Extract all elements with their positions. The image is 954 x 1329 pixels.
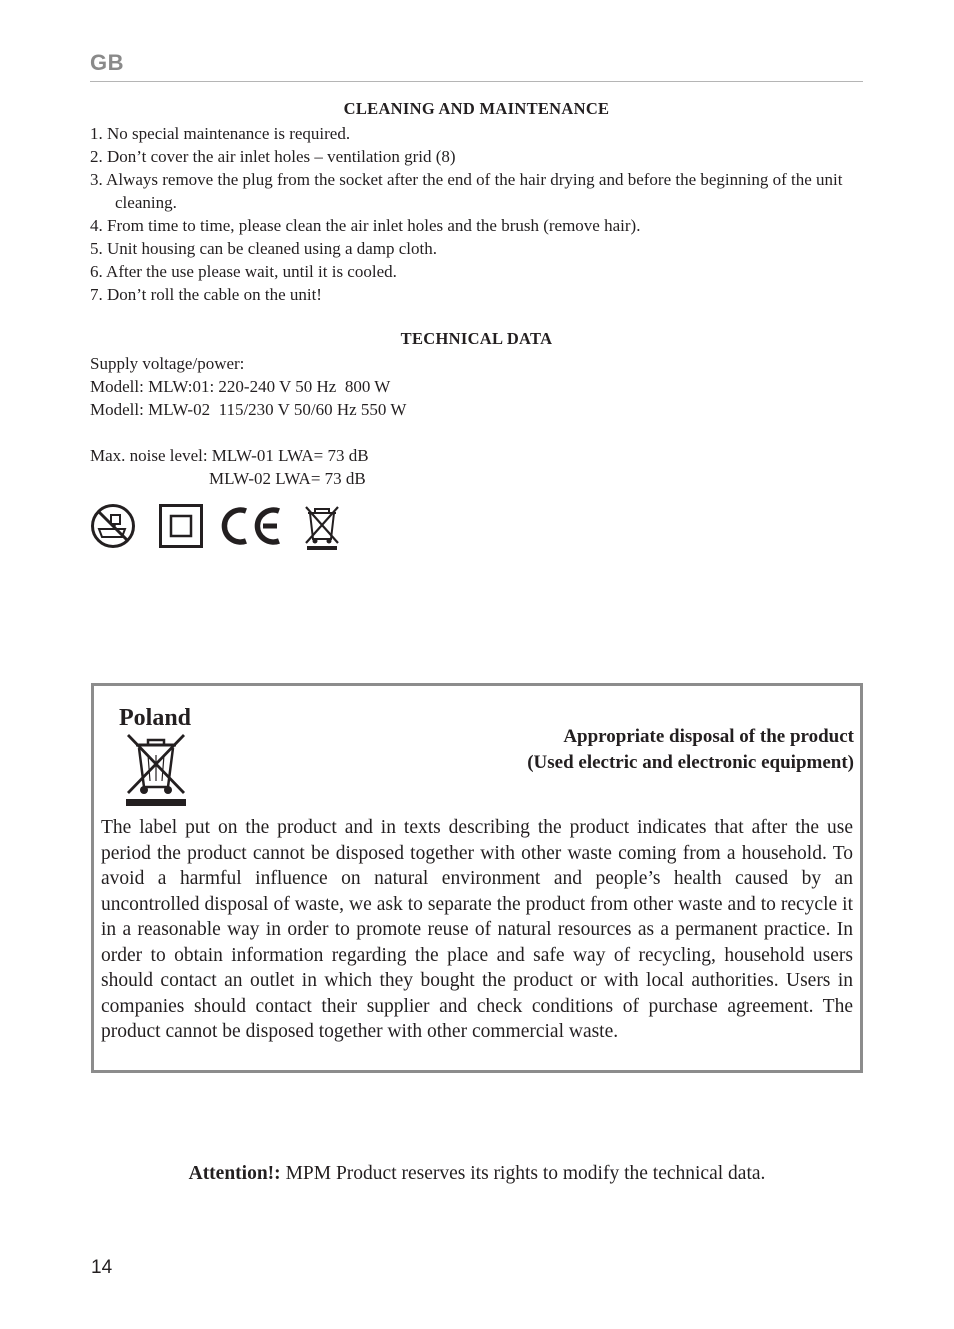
attention-label: Attention!: <box>188 1163 281 1184</box>
technical-line: Supply voltage/power: <box>90 354 245 373</box>
disposal-title-line: (Used electric and electronic equipment) <box>527 752 854 773</box>
disposal-notice <box>91 683 863 1073</box>
country-label: Poland <box>119 705 192 731</box>
disposal-title-line: Appropriate disposal of the product <box>563 726 854 747</box>
attention-text: MPM Product reserves its rights to modify the technical data. <box>280 1163 766 1184</box>
weee-bin-icon <box>302 503 342 551</box>
crossed-bin-icon <box>124 731 188 807</box>
list-item: 5. Unit housing can be cleaned using a damp cloth. <box>90 239 437 258</box>
safety-symbols <box>90 503 350 551</box>
list-item: 3. Always remove the plug from the socket after the end of the hair drying and before the beginning of the unit cleaning. <box>90 170 843 212</box>
list-item: 2. Don’t cover the air inlet holes – ventilation grid (8) <box>90 147 456 166</box>
technical-line: Modell: MLW:01: 220-240 V 50 Hz 800 W <box>90 377 391 396</box>
list-item: 7. Don’t roll the cable on the unit! <box>90 285 322 304</box>
double-insulation-icon <box>159 504 203 548</box>
technical-line: MLW-02 LWA= 73 dB <box>90 469 366 488</box>
list-item: 4. From time to time, please clean the air inlet holes and the brush (remove hair). <box>90 216 641 235</box>
header-divider <box>90 81 863 82</box>
cleaning-list <box>90 122 870 306</box>
technical-line: Modell: MLW-02 115/230 V 50/60 Hz 550 W <box>90 400 407 419</box>
technical-line: Max. noise level: MLW-01 LWA= 73 dB <box>90 446 369 465</box>
no-bath-icon <box>90 503 136 549</box>
technical-data <box>90 352 406 490</box>
cleaning-title: CLEANING AND MAINTENANCE <box>343 99 610 118</box>
language-code: GB <box>90 50 124 75</box>
technical-line <box>90 421 406 444</box>
disposal-body: The label put on the product and in texts describing the product indicates that after the use period the product cannot be disposed together with other waste coming from a household. To avoid a harmful influence on natural environment and people’s health caused by an uncontrolled disposal of waste, we ask to separate the product from other waste and to recycle it in a reasonable way in order to promote reuse of natural resources as a permanent practice. In order to obtain information regarding the place and safe way of recycling, household users should contact an outlet in which they bought the product or with local authorities. Users in companies should contact their supplier and check conditions of purchase agreement. The product cannot be disposed together with other commercial waste. <box>101 817 853 1042</box>
list-item: 1. No special maintenance is required. <box>90 124 351 143</box>
attention-note <box>0 1163 954 1185</box>
list-item: 6. After the use please wait, until it is cooled. <box>90 262 397 281</box>
technical-title: TECHNICAL DATA <box>400 329 553 348</box>
page-number: 14 <box>91 1257 113 1278</box>
disposal-title <box>527 724 854 776</box>
ce-mark-icon <box>221 505 283 547</box>
